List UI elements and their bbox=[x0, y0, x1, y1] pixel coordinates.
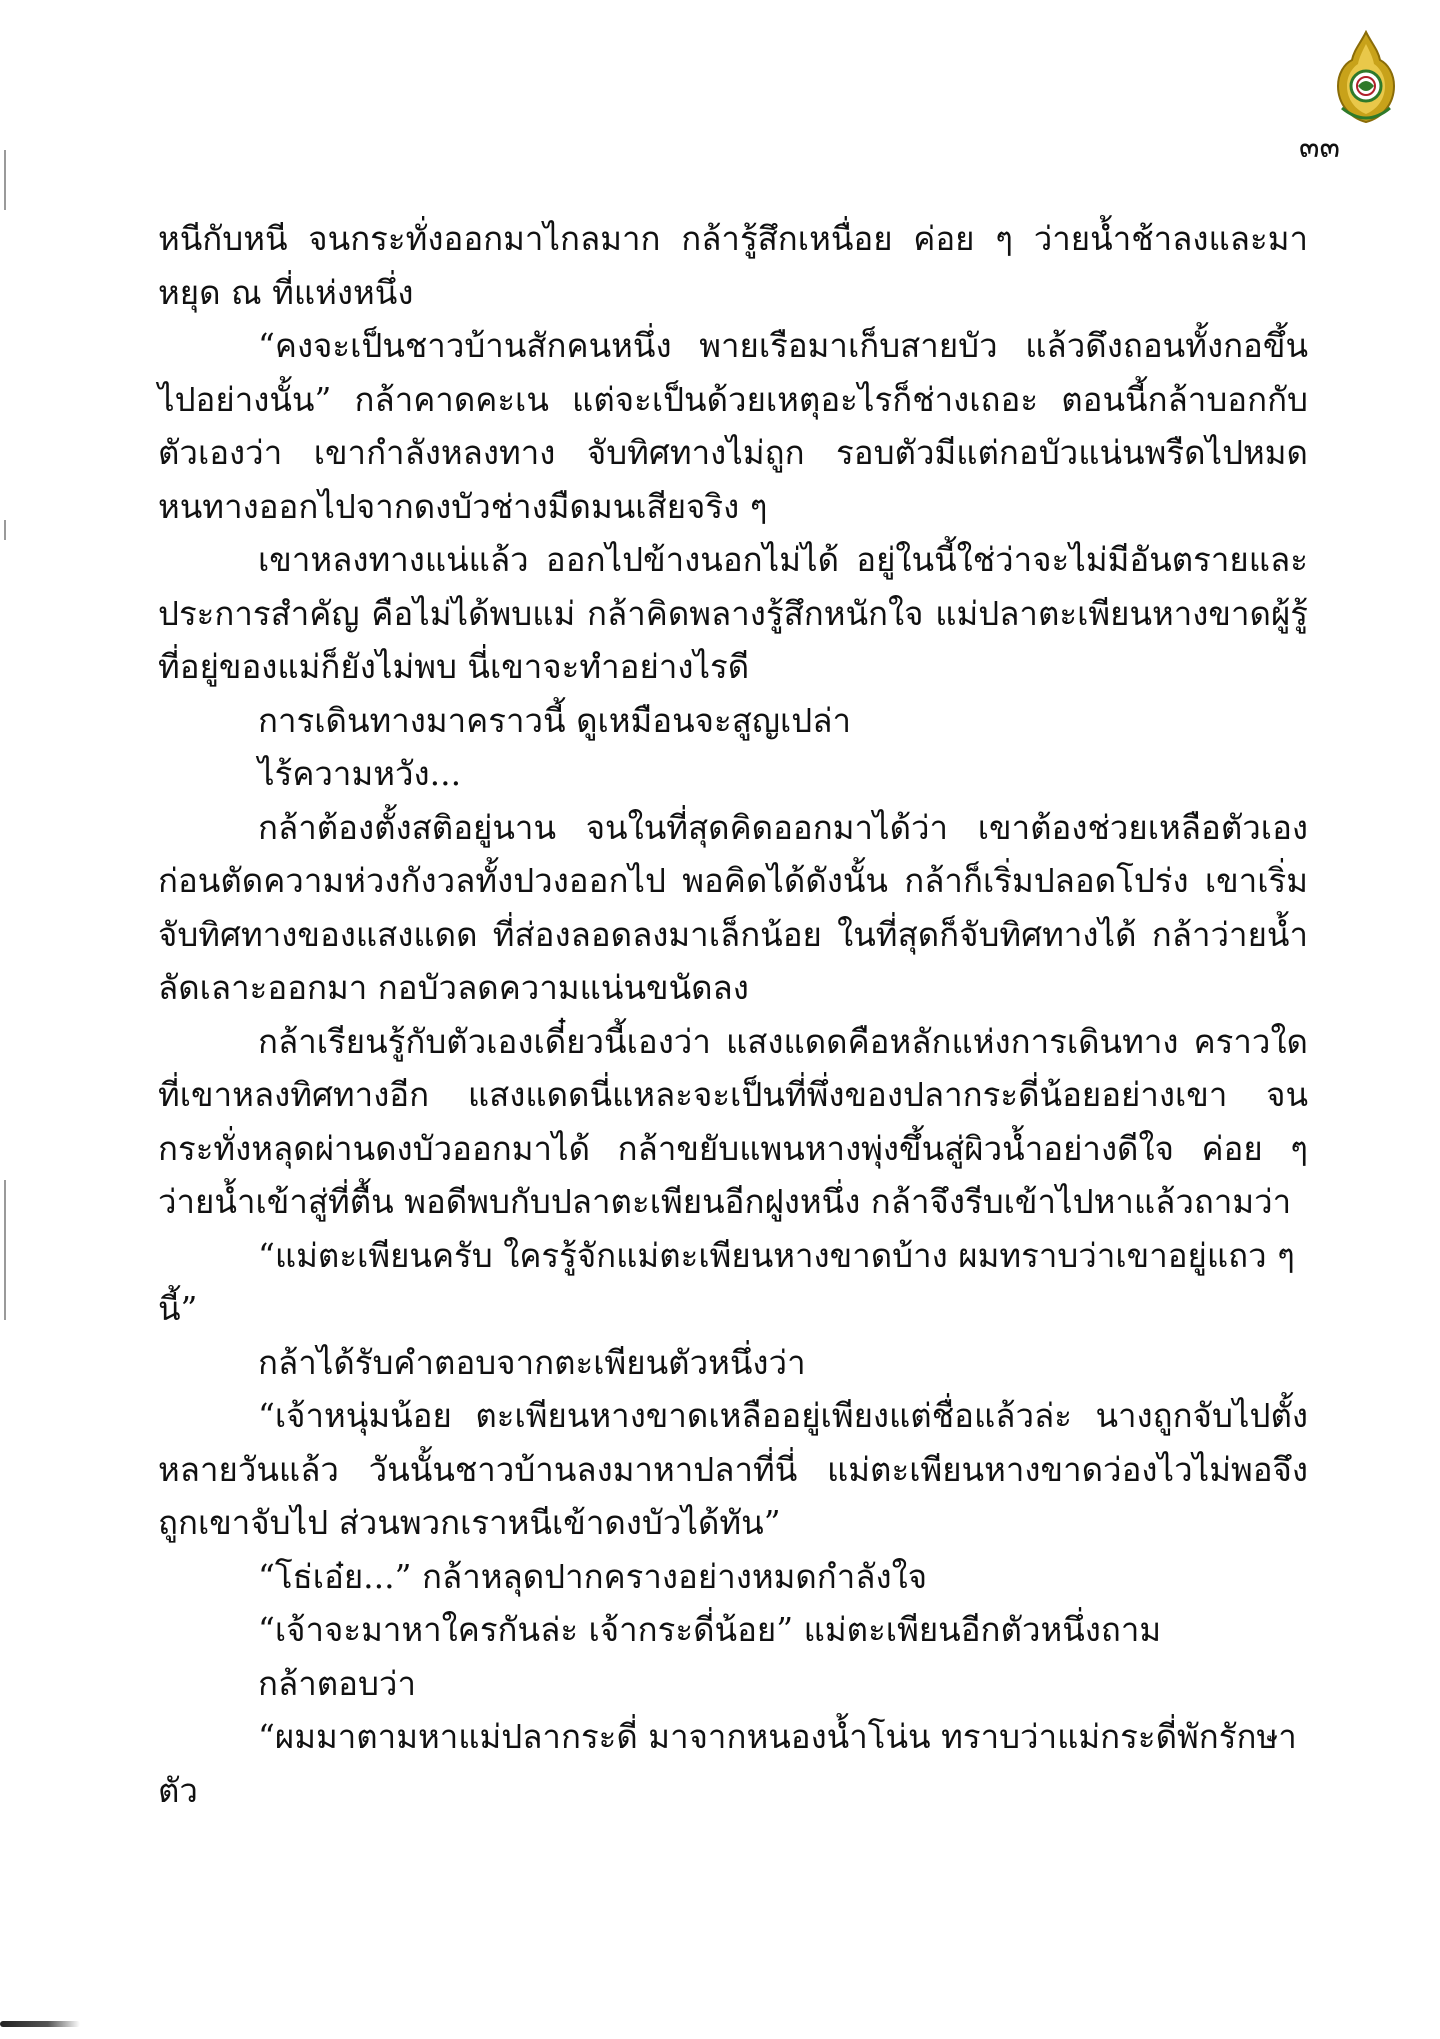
paragraph: “แม่ตะเพียนครับ ใครรู้จักแม่ตะเพียนหางขาดบ้าง ผมทราบว่าเขาอยู่แถว ๆ นี้” bbox=[158, 1235, 1295, 1328]
paragraph: ไร้ความหวัง... bbox=[258, 754, 462, 793]
body-text bbox=[158, 212, 1308, 1817]
paragraph: กล้าเรียนรู้กับตัวเองเดี๋ยวนี้เองว่า แสงแดดคือหลักแห่งการเดินทาง คราวใดที่เขาหลงทิศทางอีก แสงแดดนี่แหละจะเป็นที่พึ่งของปลากระดี่น้อยอย่างเขา จนกระทั่งหลุดผ่านดงบัวออกมาได้ กล้าขยับแพนหางพุ่งขึ้นสู่ผิวน้ำอย่างดีใจ ค่อย ๆ ว่ายน้ำเข้าสู่ที่ตื้น พอดีพบกับปลาตะเพียนอีกฝูงหนึ่ง กล้าจึงรีบเข้าไปหาแล้วถามว่า bbox=[158, 1021, 1308, 1221]
paragraph: หนีกับหนี จนกระทั่งออกมาไกลมาก กล้ารู้สึกเหนื่อย ค่อย ๆ ว่ายน้ำช้าลงและมาหยุด ณ ที่แห่งหนึ่ง bbox=[158, 219, 1308, 312]
paragraph: “คงจะเป็นชาวบ้านสักคนหนึ่ง พายเรือมาเก็บสายบัว แล้วดึงถอนทั้งกอขึ้นไปอย่างนั้น” กล้าคาดคะเน แต่จะเป็นด้วยเหตุอะไรก็ช่างเถอะ ตอนนี้กล้าบอกกับตัวเองว่า เขากำลังหลงทาง จับทิศทางไม่ถูก รอบตัวมีแต่กอบัวแน่นพรืดไปหมดหนทางออกไปจากดงบัวช่างมืดมนเสียจริง ๆ bbox=[158, 326, 1308, 526]
scan-margin-mark bbox=[4, 1180, 6, 1320]
paragraph: กล้าตอบว่า bbox=[258, 1663, 416, 1703]
lotus-emblem-icon bbox=[1330, 30, 1402, 126]
scan-margin-mark bbox=[4, 520, 6, 540]
paragraph: “เจ้าหนุ่มน้อย ตะเพียนหางขาดเหลืออยู่เพียงแต่ชื่อแล้วล่ะ นางถูกจับไปตั้งหลายวันแล้ว วันนั้นชาวบ้านลงมาหาปลาที่นี่ แม่ตะเพียนหางขาดว่องไวไม่พอจึงถูกเขาจับไป ส่วนพวกเราหนีเข้าดงบัวได้ทัน” bbox=[158, 1396, 1308, 1542]
paragraph: การเดินทางมาคราวนี้ ดูเหมือนจะสูญเปล่า bbox=[258, 700, 851, 740]
paragraph: “โธ่เอ๋ย...” กล้าหลุดปากครางอย่างหมดกำลังใจ bbox=[258, 1556, 928, 1596]
page-number: ๓๓ bbox=[1298, 130, 1340, 165]
paragraph: “เจ้าจะมาหาใครกันล่ะ เจ้ากระดี่น้อย” แม่ตะเพียนอีกตัวหนึ่งถาม bbox=[258, 1610, 1162, 1649]
paragraph: “ผมมาตามหาแม่ปลากระดี่ มาจากหนองน้ำโน่น ทราบว่าแม่กระดี่พักรักษาตัว bbox=[158, 1717, 1297, 1810]
paragraph: เขาหลงทางแน่แล้ว ออกไปข้างนอกไม่ได้ อยู่ในนี้ใช่ว่าจะไม่มีอันตรายและประการสำคัญ คือไม่ได้พบแม่ กล้าคิดพลางรู้สึกหนักใจ แม่ปลาตะเพียนหางขาดผู้รู้ที่อยู่ของแม่ก็ยังไม่พบ นี่เขาจะทำอย่างไรดี bbox=[158, 540, 1308, 686]
paragraph: กล้าได้รับคำตอบจากตะเพียนตัวหนึ่งว่า bbox=[258, 1342, 806, 1382]
scan-margin-mark bbox=[4, 150, 6, 210]
scan-bottom-mark bbox=[0, 2021, 80, 2027]
paragraph: กล้าต้องตั้งสติอยู่นาน จนในที่สุดคิดออกมาได้ว่า เขาต้องช่วยเหลือตัวเองก่อนตัดความห่วงกังวลทั้งปวงออกไป พอคิดได้ดังนั้น กล้าก็เริ่มปลอดโปร่ง เขาเริ่มจับทิศทางของแสงแดด ที่ส่องลอดลงมาเล็กน้อย ในที่สุดก็จับทิศทางได้ กล้าว่ายน้ำลัดเลาะออกมา กอบัวลดความแน่นขนัดลง bbox=[158, 807, 1308, 1007]
